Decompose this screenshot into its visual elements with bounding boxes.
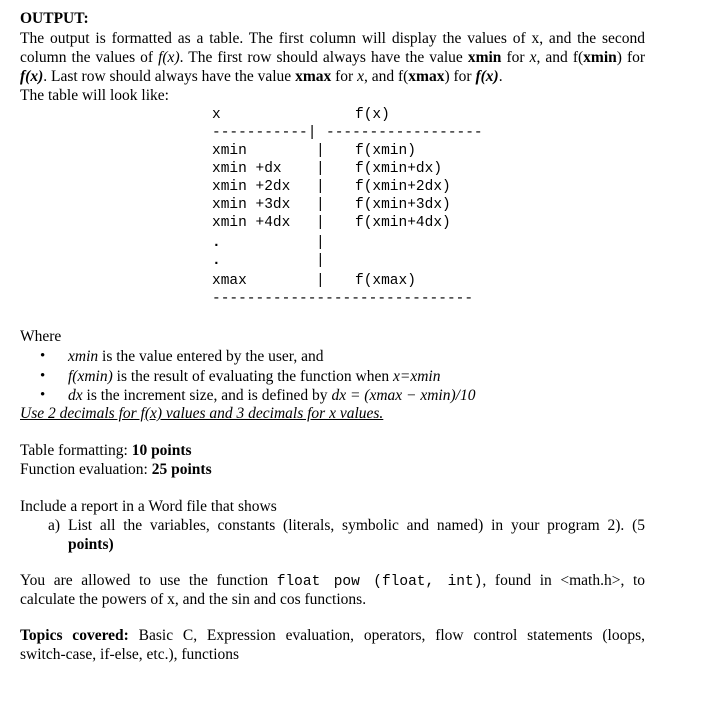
topics-line-1: Topics covered: Basic C, Expression evaluation, operators, flow control statements (loops, (20, 627, 645, 644)
intro-line-2: column the values of f(x). The first row should always have the value xmin for x, and f(xmin) for (20, 49, 646, 66)
topics-line-2: switch-case, if-else, etc.), functions (20, 646, 240, 663)
intro-line-1: The output is formatted as a table. The first column will display the values of x, and the second (20, 30, 645, 47)
allowed-line-1: You are allowed to use the function float pow (float, int), found in <math.h>, to (20, 572, 646, 590)
decimals-note: Use 2 decimals for f(x) values and 3 decimals for x values. (20, 405, 384, 422)
report-intro: Include a report in a Word file that shows (20, 498, 277, 515)
grading-table: Table formatting: 10 points (20, 442, 192, 459)
header-x: x (212, 107, 221, 123)
report-item-a: List all the variables, constants (literals, symbolic and named) in your program 2). (5 (68, 517, 645, 534)
report-item-a-points: points) (68, 536, 114, 553)
intro-line-4: The table will look like: (20, 87, 169, 104)
list-item: • xmin is the value entered by the user, and (40, 347, 475, 367)
intro-line-3: f(x). Last row should always have the value xmax for x, and f(xmax) for f(x). (20, 68, 503, 85)
grading-function: Function evaluation: 25 points (20, 461, 212, 478)
list-item: • dx is the increment size, and is defined by dx = (xmax − xmin)/10 (40, 386, 475, 406)
where-label: Where (20, 328, 62, 345)
definitions-list (40, 347, 475, 406)
output-heading: OUTPUT: (20, 10, 89, 27)
list-item: • f(xmin) is the result of evaluating the function when x=xmin (40, 367, 475, 387)
allowed-line-2: calculate the powers of x, and the sin and cos functions. (20, 591, 367, 608)
header-fx: f(x) (355, 107, 390, 123)
report-item-a-marker: a) (48, 517, 61, 534)
